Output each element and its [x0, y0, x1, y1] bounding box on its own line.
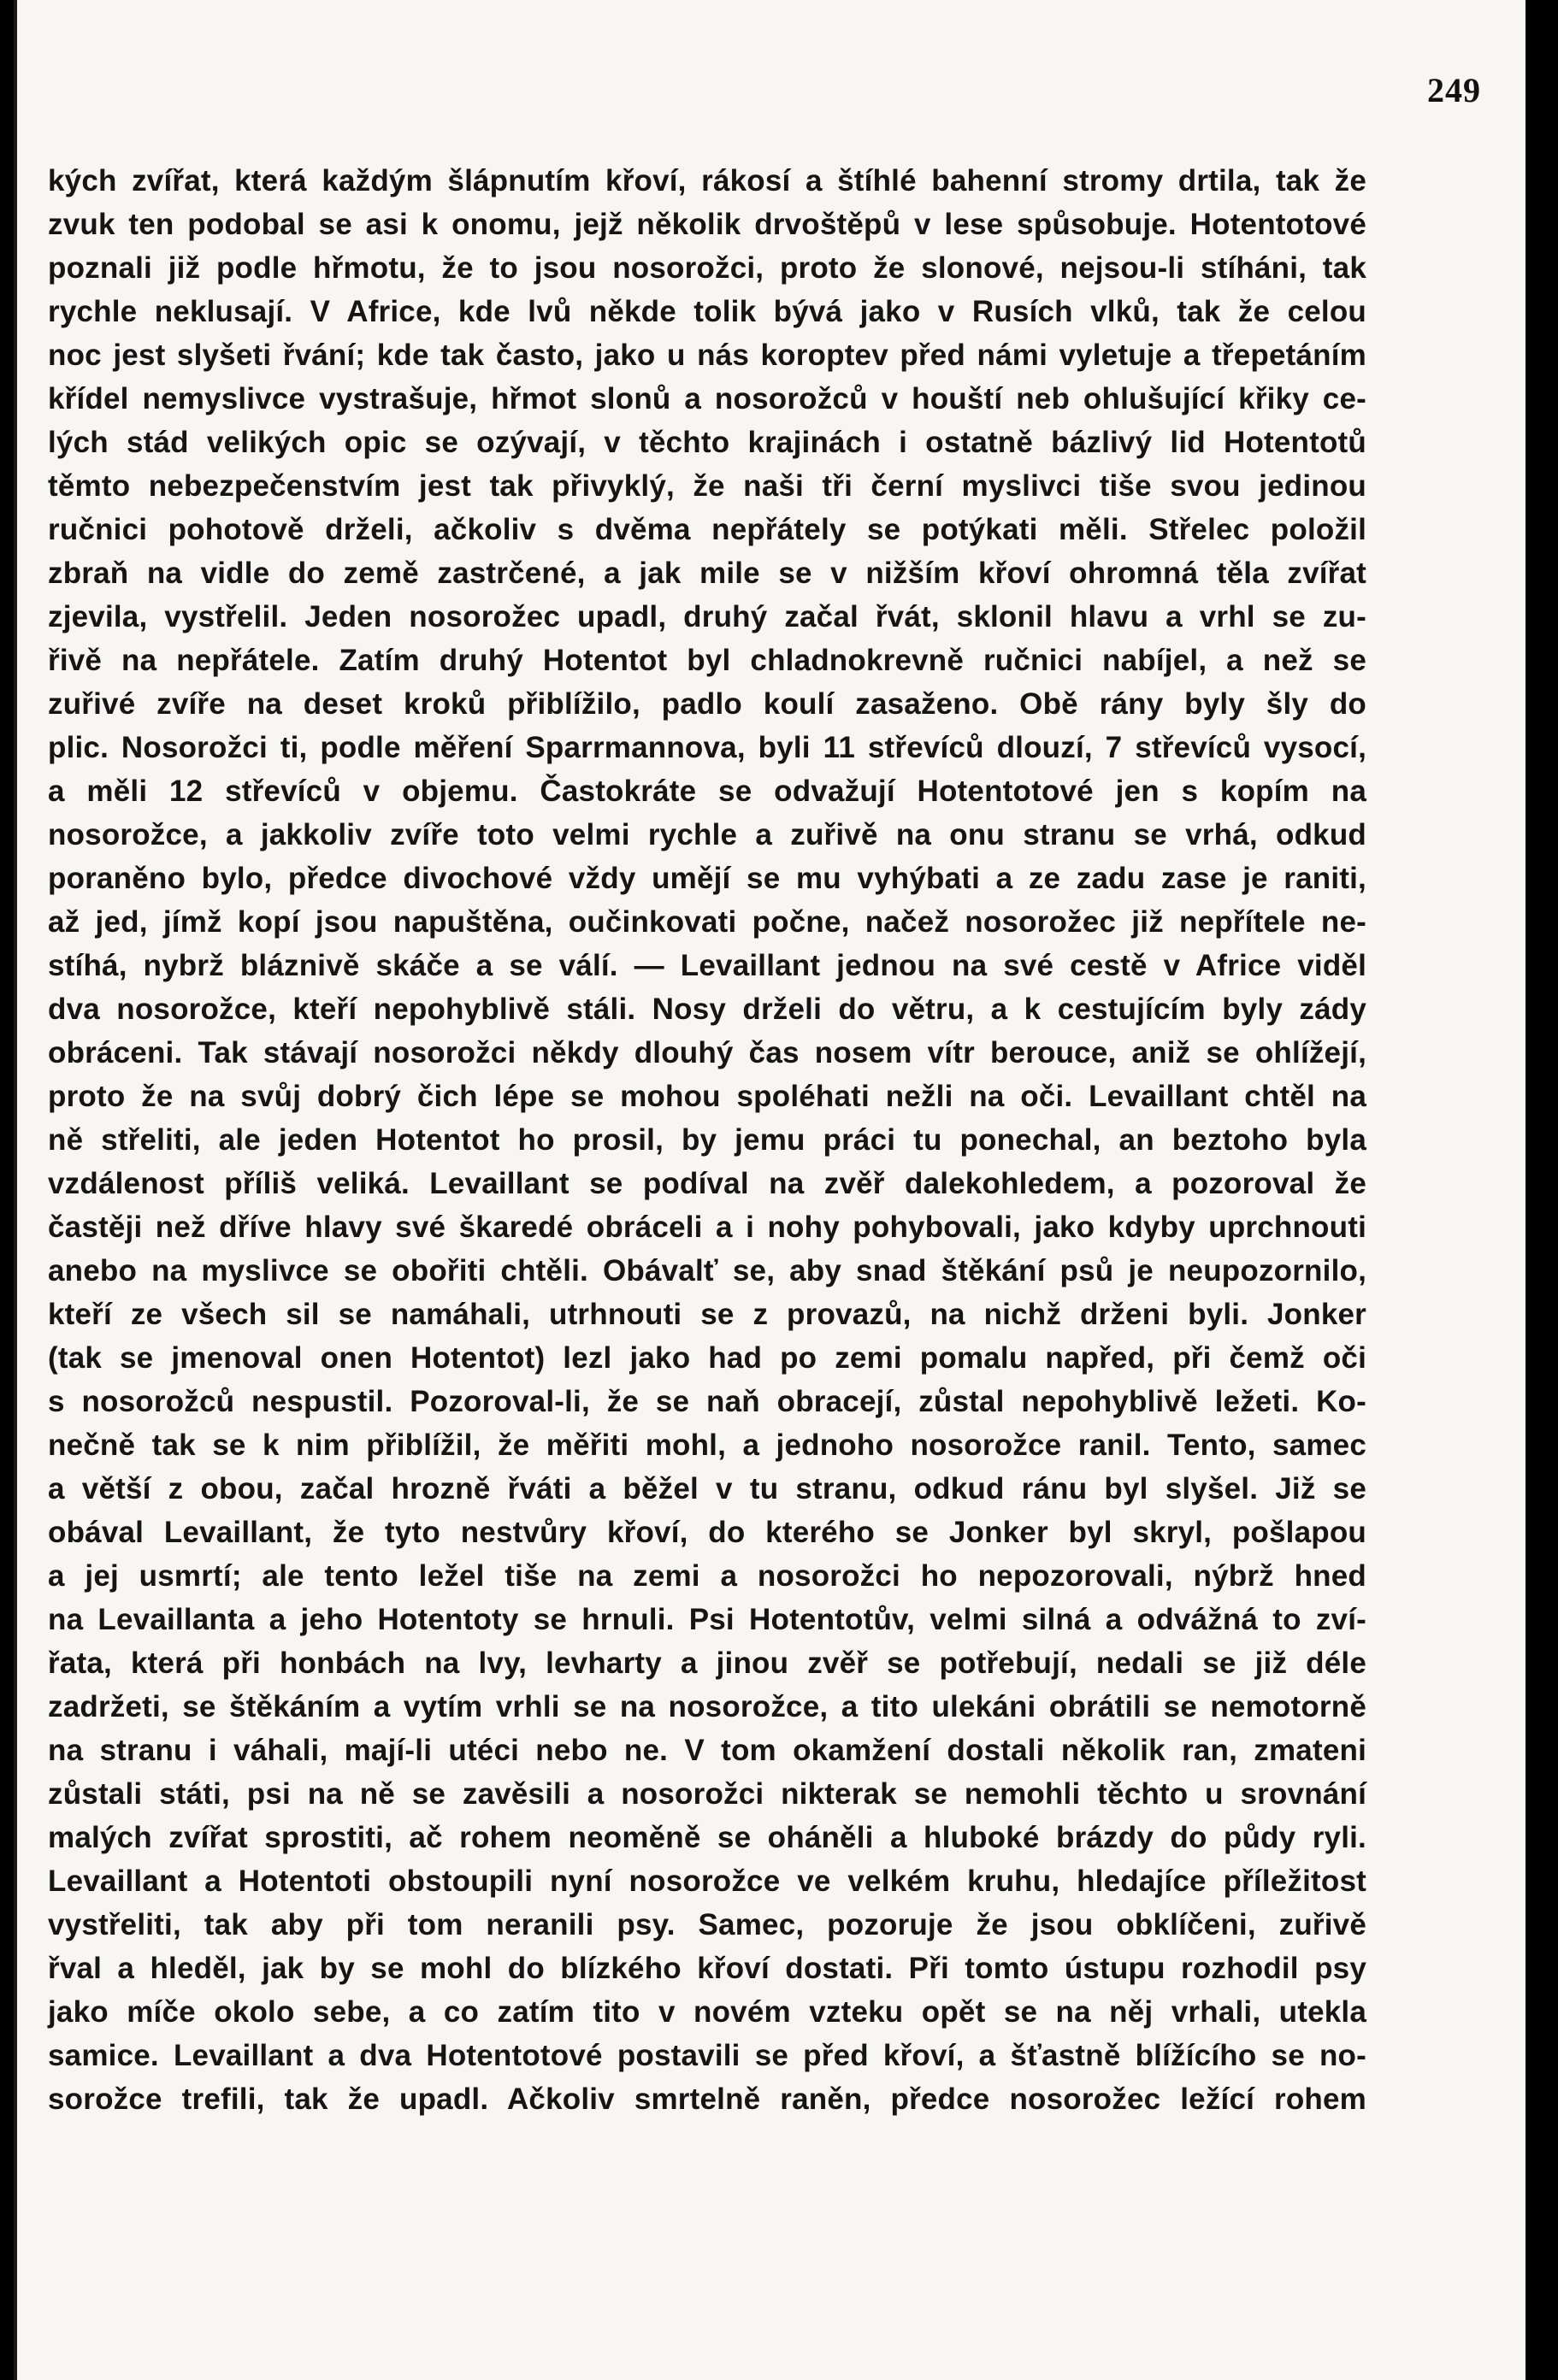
text-line: a měli 12 střevíců v objemu. Častokráte se odvažují Hotentotové jen s kopím na	[48, 775, 1366, 808]
text-line: zadržeti, se štěkáním a vytím vrhli se na nosorožce, a tito ulekáni obrátili se nemotorně	[48, 1690, 1366, 1723]
text-line: na stranu i váhali, mají-li utéci nebo ne. V tom okamžení dostali několik ran, zmateni	[48, 1734, 1366, 1767]
text-line: ručnici pohotově drželi, ačkoliv s dvěma nepřátely se potýkati měli. Střelec položil	[48, 513, 1366, 546]
text-line: zůstali státi, psi na ně se zavěsili a nosorožci nikterak se nemohli těchto u srovnání	[48, 1777, 1366, 1811]
text-line: proto že na svůj dobrý čich lépe se mohou spoléhati nežli na oči. Levaillant chtěl na	[48, 1080, 1366, 1113]
text-line: kých zvířat, která každým šlápnutím křoví, rákosí a štíhlé bahenní stromy drtila, tak že	[48, 164, 1366, 197]
text-line: dva nosorožce, kteří nepohyblivě stáli. Nosy drželi do větru, a k cestujícím byly zády	[48, 993, 1366, 1026]
text-line: sorožce trefili, tak že upadl. Ačkoliv smrtelně raněn, předce nosorožec ležící rohem	[48, 2082, 1366, 2116]
text-line: řata, která při honbách na lvy, levharty a jinou zvěř se potřebují, nedali se již déle	[48, 1647, 1366, 1680]
text-line: a větší z obou, začal hrozně řváti a běžel v tu stranu, odkud ránu byl slyšel. Již se	[48, 1472, 1366, 1505]
text-line: těmto nebezpečenstvím jest tak přivyklý, že naši tři černí myslivci tiše svou jedinou	[48, 469, 1366, 503]
text-line: obráceni. Tak stávají nosorožci někdy dlouhý čas nosem vítr berouce, aniž se ohlížejí,	[48, 1036, 1366, 1069]
text-line: řivě na nepřátele. Zatím druhý Hotentot byl chladnokrevně ručnici nabíjel, a než se	[48, 644, 1366, 677]
text-line: křídel nemyslivce vystrašuje, hřmot slonů a nosorožců v houští neb ohlušující křiky ce-	[48, 382, 1366, 415]
text-line: (tak se jmenoval onen Hotentot) lezl jako had po zemi pomalu napřed, při čemž oči	[48, 1341, 1366, 1375]
text-line: anebo na myslivce se obořiti chtěli. Obávalť se, aby snad štěkání psů je neupozornilo,	[48, 1254, 1366, 1287]
text-line: plic. Nosorožci ti, podle měření Sparrmannova, byli 11 střevíců dlouzí, 7 střevíců vysocí,	[48, 731, 1366, 764]
text-line: zbraň na vidle do země zastrčené, a jak mile se v nižším křoví ohromná těla zvířat	[48, 557, 1366, 590]
text-line: obával Levaillant, že tyto nestvůry křoví, do kterého se Jonker byl skryl, pošlapou	[48, 1516, 1366, 1549]
text-line: zvuk ten podobal se asi k onomu, jejž několik drvoštěpů v lese spůsobuje. Hotentotové	[48, 208, 1366, 241]
text-line: stíhá, nybrž bláznivě skáče a se válí. — Levaillant jednou na své cestě v Africe viděl	[48, 949, 1366, 982]
text-line: ně střeliti, ale jeden Hotentot ho prosil, by jemu práci tu ponechal, an beztoho byla	[48, 1123, 1366, 1157]
text-line: lých stád velikých opic se ozývají, v těchto krajinách i ostatně bázlivý lid Hotentotů	[48, 426, 1366, 459]
text-line: rychle neklusají. V Africe, kde lvů někde tolik bývá jako v Rusích vlků, tak že celou	[48, 295, 1366, 328]
text-line: nečně tak se k nim přiblížil, že měřiti mohl, a jednoho nosorožce ranil. Tento, samec	[48, 1429, 1366, 1462]
body-text	[48, 159, 1366, 2121]
text-line: kteří ze všech sil se namáhali, utrhnouti se z provazů, na nichž drženi byli. Jonker	[48, 1298, 1366, 1331]
book-page	[14, 0, 1526, 2380]
text-line: vzdálenost příliš veliká. Levaillant se podíval na zvěř dalekohledem, a pozoroval že	[48, 1167, 1366, 1200]
text-line: až jed, jímž kopí jsou napuštěna, oučinkovati počne, načež nosorožec již nepřítele ne-	[48, 905, 1366, 939]
text-line: řval a hleděl, jak by se mohl do blízkého křoví dostati. Při tomto ústupu rozhodil psy	[48, 1952, 1366, 1985]
text-line: poraněno bylo, předce divochové vždy umějí se mu vyhýbati a ze zadu zase je raniti,	[48, 862, 1366, 895]
text-line: jako míče okolo sebe, a co zatím tito v novém vzteku opět se na něj vrhali, utekla	[48, 1995, 1366, 2029]
text-line: malých zvířat sprostiti, ač rohem neoměně se oháněli a hluboké brázdy do půdy ryli.	[48, 1821, 1366, 1854]
text-line: na Levaillanta a jeho Hotentoty se hrnuli. Psi Hotentotův, velmi silná a odvážná to zví-	[48, 1603, 1366, 1636]
text-line: s nosorožců nespustil. Pozoroval-li, že se naň obracejí, zůstal nepohyblivě ležeti. Ko-	[48, 1385, 1366, 1418]
text-line: Levaillant a Hotentoti obstoupili nyní nosorožce ve velkém kruhu, hledajíce příležitost	[48, 1865, 1366, 1898]
text-line: noc jest slyšeti řvání; kde tak často, jako u nás koroptev před námi vyletuje a třepetáním	[48, 339, 1366, 372]
text-line: vystřeliti, tak aby při tom neranili psy. Samec, pozoruje že jsou obklíčeni, zuřivě	[48, 1908, 1366, 1941]
text-line: a jej usmrtí; ale tento ležel tiše na zemi a nosorožci ho nepozorovali, nýbrž hned	[48, 1559, 1366, 1593]
text-line: zuřivé zvíře na deset kroků přiblížilo, padlo koulí zasaženo. Obě rány byly šly do	[48, 687, 1366, 721]
text-line: samice. Levaillant a dva Hotentotové postavili se před křoví, a šťastně blížícího se no-	[48, 2039, 1366, 2072]
text-line: častěji než dříve hlavy své škaredé obráceli a i nohy pohybovali, jako kdyby uprchnouti	[48, 1211, 1366, 1244]
text-line: zjevila, vystřelil. Jeden nosorožec upadl, druhý začal řvát, sklonil hlavu a vrhl se zu-	[48, 600, 1366, 633]
text-line: poznali již podle hřmotu, že to jsou nosorožci, proto že slonové, nejsou-li stíháni, tak	[48, 251, 1366, 285]
page-number: 249	[1427, 71, 1481, 109]
text-line: nosorožce, a jakkoliv zvíře toto velmi rychle a zuřivě na onu stranu se vrhá, odkud	[48, 818, 1366, 851]
